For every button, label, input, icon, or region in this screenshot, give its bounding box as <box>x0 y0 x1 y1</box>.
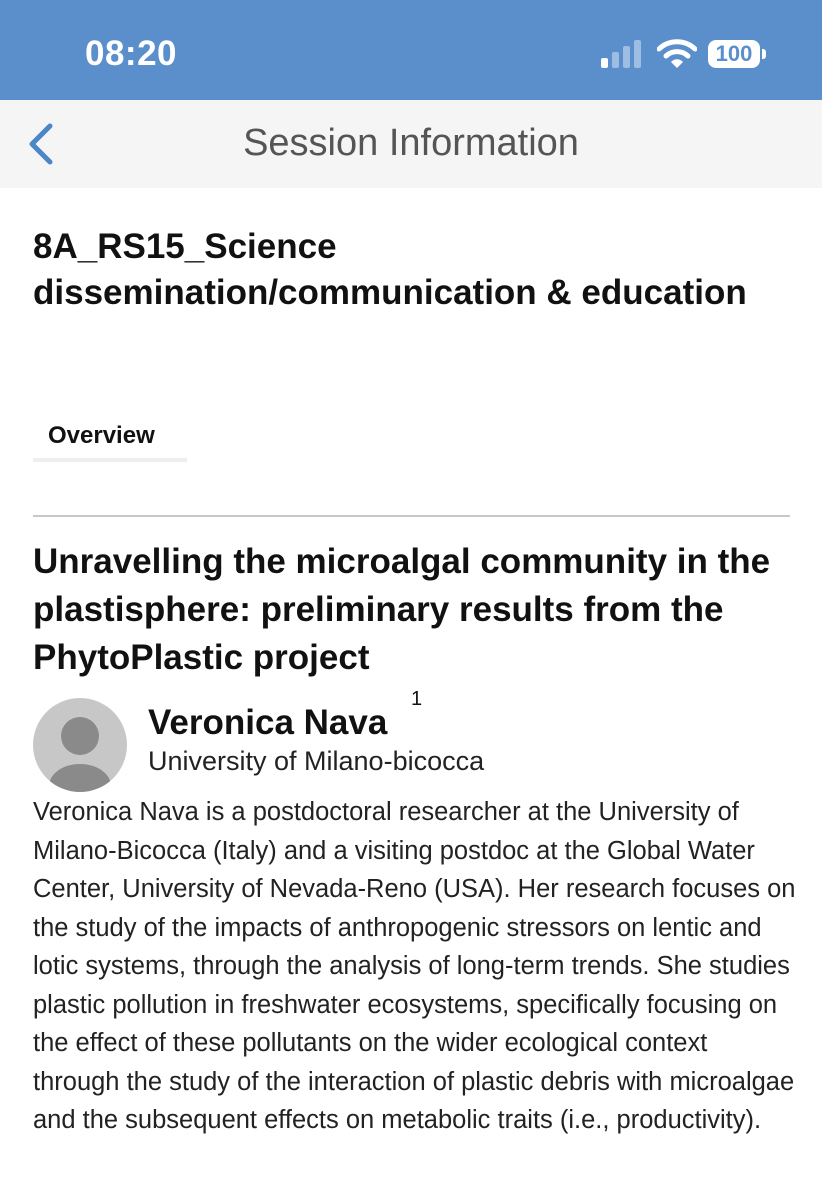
battery-level: 100 <box>715 41 753 66</box>
talk-title: Unravelling the microalgal community in the plastisphere: preliminary results from the PhytoPlastic project <box>33 542 771 677</box>
affiliation-superscript: 1 <box>411 688 423 710</box>
page-title: Session Information <box>243 122 579 164</box>
avatar[interactable] <box>33 698 127 792</box>
signal-icon <box>600 40 644 68</box>
speaker-bio: Veronica Nava is a postdoctoral researcher at the University of Milano-Bicocca (Italy) and a visiting postdoc at the Global Water Center, University of Nevada-Reno (USA). Her research focuses on the study of the impacts of anthropogenic stressors on lentic and lotic systems, through the analysis of long-term trends. She studies plastic pollution in freshwater ecosystems, specifically focusing on the effect of these pollutants on the wider ecological context through the study of the interaction of plastic debris with microalgae and the subsequent effects on metabolic traits (i.e., productivity). <box>33 798 796 1134</box>
session-title: 8A_RS15_Science dissemination/communication & education <box>33 227 747 312</box>
battery-nub <box>762 49 766 59</box>
status-time: 08:20 <box>85 34 178 73</box>
nav-bar <box>0 100 822 188</box>
wifi-icon <box>657 37 697 69</box>
divider <box>33 515 790 517</box>
tab-overview[interactable] <box>33 410 187 462</box>
battery-icon <box>708 40 760 68</box>
person-icon <box>33 698 127 792</box>
speaker-name[interactable]: Veronica Nava <box>148 703 388 742</box>
status-bar <box>0 0 822 100</box>
speaker-affiliation: University of Milano-bicocca <box>148 746 485 776</box>
tab-overview-label: Overview <box>48 422 155 449</box>
